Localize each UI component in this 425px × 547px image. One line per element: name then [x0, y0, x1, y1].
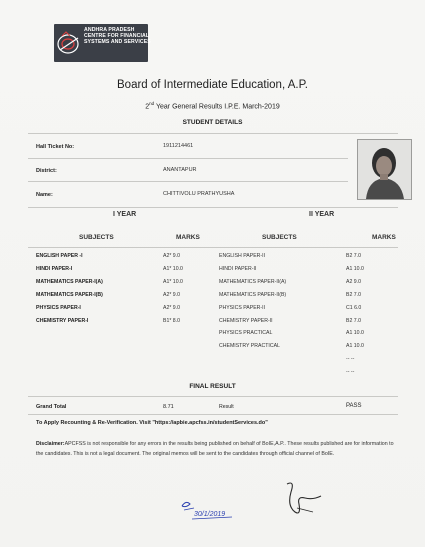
divider [28, 247, 398, 248]
first-year-subject: HINDI PAPER-I [36, 266, 73, 272]
second-year-marks: C1 6.0 [346, 305, 362, 311]
first-year-marks: A2* 9.0 [163, 305, 181, 311]
signature [283, 478, 327, 520]
divider [28, 158, 348, 159]
final-result-heading: FINAL RESULT [189, 383, 236, 390]
subtitle-rest: Year General Results I.P.E. March-2019 [154, 103, 280, 111]
first-year-marks: B1* 8.0 [163, 318, 181, 324]
disclaimer-label: Disclaimer: [36, 441, 65, 447]
first-year-heading: I YEAR [113, 211, 137, 218]
recount-link-note[interactable]: To Apply Recounting & Re-Verification. Visit "https://apbie.apcfss.in/studentServices.do" [36, 420, 268, 426]
student-photo [357, 139, 412, 200]
divider [28, 414, 398, 415]
second-year-marks: B2 7.0 [346, 292, 361, 298]
second-year-subject: MATHEMATICS PAPER-II(A) [219, 279, 287, 285]
district-value: ANANTAPUR [163, 167, 197, 173]
second-year-marks: B2 7.0 [346, 253, 361, 259]
student-details-heading: STUDENT DETAILS [182, 119, 243, 126]
second-year-marks: A1 10.0 [346, 266, 364, 272]
handwritten-date-note [180, 494, 236, 526]
banner-org-name [84, 27, 151, 45]
first-year-subject: ENGLISH PAPER -I [36, 253, 83, 259]
hall-ticket-label: Hall Ticket No: [36, 144, 75, 150]
first-year-subject: MATHEMATICS PAPER-I(B) [36, 292, 103, 298]
second-year-subject: CHEMISTRY PAPER-II [219, 318, 273, 324]
second-year-subject: HINDI PAPER-II [219, 266, 257, 272]
disclaimer [36, 439, 394, 459]
second-year-marks: B2 7.0 [346, 318, 361, 324]
second-year-subject: CHEMISTRY PRACTICAL [219, 343, 280, 349]
first-year-marks: A2* 9.0 [163, 292, 181, 298]
apcfss-logo-icon [56, 28, 84, 58]
banner-line-3: SYSTEMS AND SERVICES [84, 39, 151, 45]
first-year-marks: A1* 10.0 [163, 279, 183, 285]
second-year-marks: -- -- [346, 369, 355, 375]
exam-subtitle [0, 101, 425, 110]
divider [28, 207, 398, 208]
banner-line-2: CENTRE FOR FINANCIAL [84, 33, 150, 39]
first-year-subjects-header: SUBJECTS [79, 234, 114, 241]
second-year-marks-header: MARKS [372, 234, 396, 241]
second-year-marks: A1 10.0 [346, 330, 364, 336]
first-year-marks: A2* 9.0 [163, 253, 181, 259]
first-year-subject: CHEMISTRY PAPER-I [36, 318, 89, 324]
district-label: District: [36, 168, 57, 174]
second-year-marks: -- -- [346, 356, 355, 362]
divider [28, 181, 348, 182]
second-year-heading: II YEAR [309, 211, 335, 218]
first-year-marks: A1* 10.0 [163, 266, 183, 272]
grand-total-value: 8.71 [163, 404, 174, 410]
second-year-subject: ENGLISH PAPER-II [219, 253, 266, 259]
second-year-subject: PHYSICS PAPER-II [219, 305, 266, 311]
subtitle-year: 2 [145, 103, 150, 111]
divider [28, 133, 398, 134]
grand-total-label: Grand Total [36, 404, 67, 410]
apcfss-banner [54, 24, 151, 62]
second-year-marks: A2 9.0 [346, 279, 361, 285]
second-year-subject: PHYSICS PRACTICAL [219, 330, 273, 336]
banner-line-1: ANDHRA PRADESH [84, 27, 135, 33]
second-year-subjects-header: SUBJECTS [262, 234, 297, 241]
name-label: Name: [36, 192, 53, 198]
result-label: Result [219, 404, 234, 410]
board-title: Board of Intermediate Education, A.P. [117, 79, 308, 91]
divider [28, 396, 398, 397]
first-year-marks-header: MARKS [176, 234, 200, 241]
student-photo-image [358, 140, 411, 199]
second-year-subject: MATHEMATICS PAPER-II(B) [219, 292, 287, 298]
result-value: PASS [346, 403, 362, 409]
first-year-subject: MATHEMATICS PAPER-I(A) [36, 279, 103, 285]
hall-ticket-value: 1911214461 [163, 143, 194, 149]
subtitle-ordinal: nd [149, 101, 155, 106]
handwritten-date: 30/1/2019 [194, 511, 226, 518]
name-value: CHITTIVOLU PRATHYUSHA [163, 191, 235, 197]
first-year-subject: PHYSICS PAPER-I [36, 305, 81, 311]
disclaimer-text: APCFSS is not responsible for any errors in the results being published on behalf of BoIE,A.P.. These results published are for information to the candidates. This is not a legal document. The original memos will be sent to the candidates through official channel of BoIE. [36, 441, 394, 457]
second-year-marks: A1 10.0 [346, 343, 364, 349]
